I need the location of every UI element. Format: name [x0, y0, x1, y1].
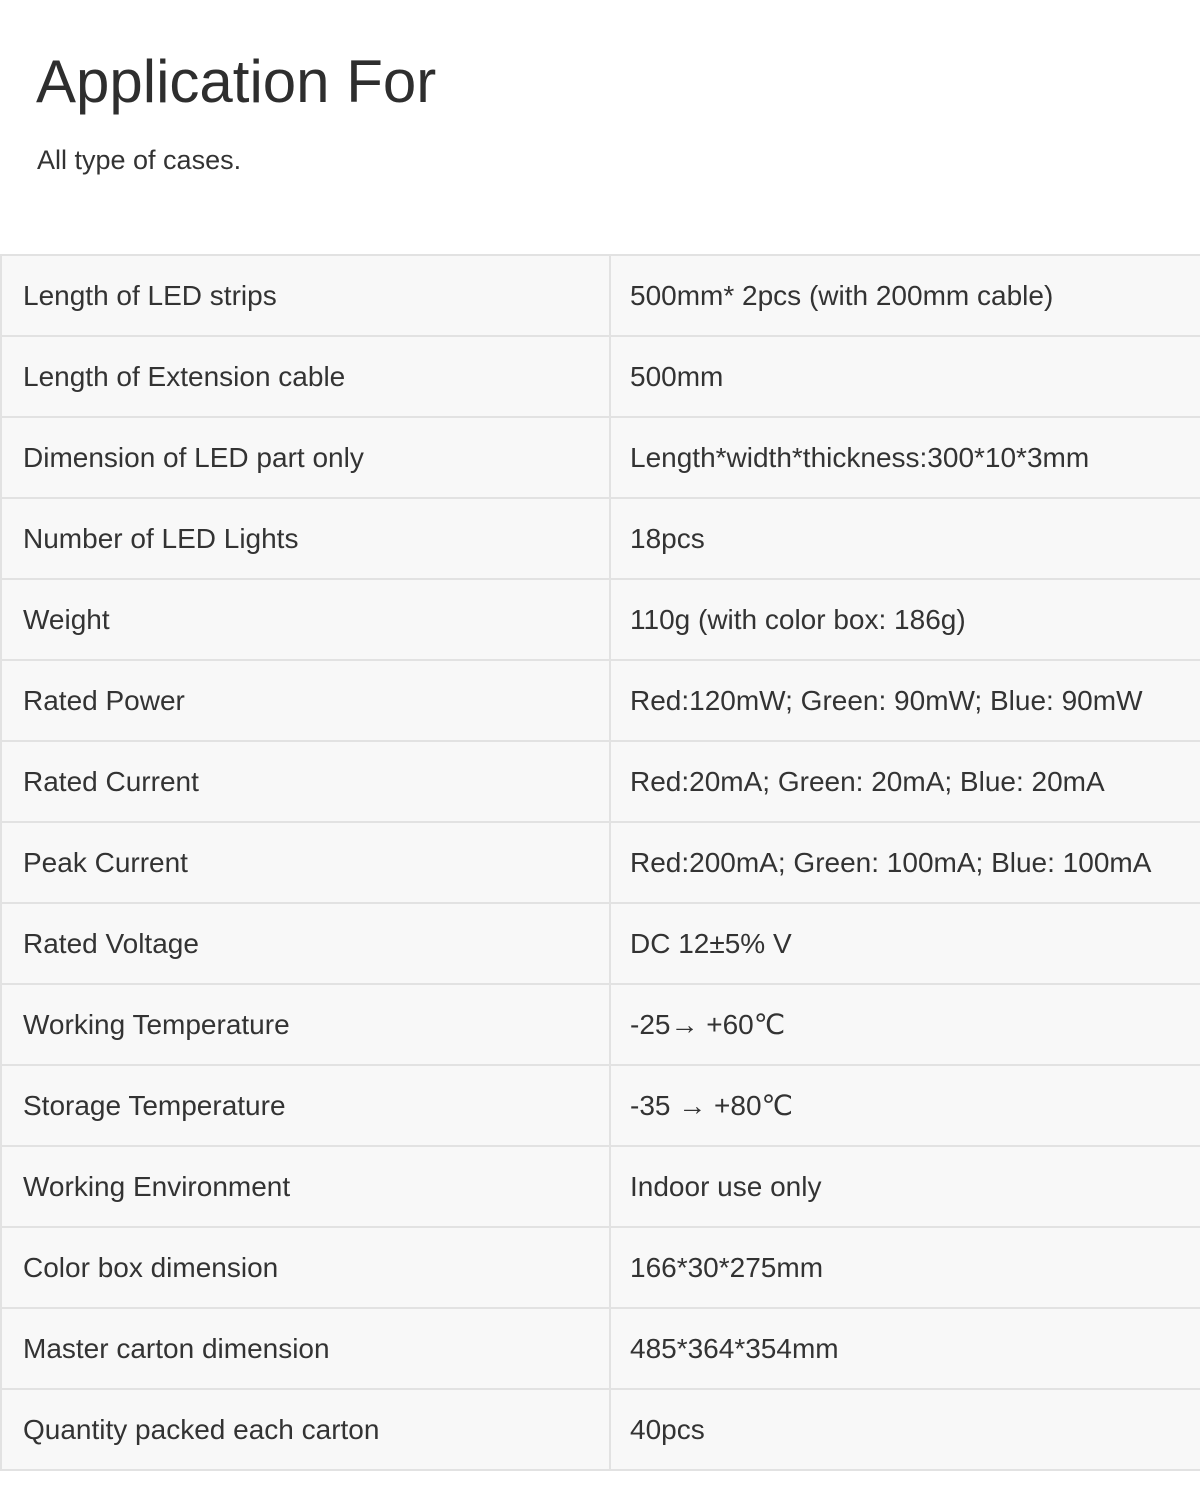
spec-label: Working Environment	[1, 1146, 610, 1227]
spec-label: Working Temperature	[1, 984, 610, 1065]
page-subtitle: All type of cases.	[37, 145, 242, 175]
table-row	[1, 498, 1200, 579]
spec-label: Rated Current	[1, 741, 610, 822]
table-row	[1, 1308, 1200, 1389]
spec-value: Red:120mW; Green: 90mW; Blue: 90mW	[610, 660, 1200, 741]
table-row	[1, 255, 1200, 336]
table-row	[1, 822, 1200, 903]
spec-label: Dimension of LED part only	[1, 417, 610, 498]
table-row	[1, 1065, 1200, 1146]
table-row	[1, 984, 1200, 1065]
spec-value: DC 12±5% V	[610, 903, 1200, 984]
spec-label: Rated Voltage	[1, 903, 610, 984]
spec-table	[0, 254, 1200, 1471]
spec-value: Indoor use only	[610, 1146, 1200, 1227]
spec-value: Red:20mA; Green: 20mA; Blue: 20mA	[610, 741, 1200, 822]
spec-label: Weight	[1, 579, 610, 660]
spec-label: Length of LED strips	[1, 255, 610, 336]
page-title: Application For	[36, 48, 437, 115]
table-row	[1, 336, 1200, 417]
spec-value: Red:200mA; Green: 100mA; Blue: 100mA	[610, 822, 1200, 903]
spec-table-body	[1, 255, 1200, 1470]
spec-label: Storage Temperature	[1, 1065, 610, 1146]
table-row	[1, 1227, 1200, 1308]
spec-value: 485*364*354mm	[610, 1308, 1200, 1389]
table-row	[1, 579, 1200, 660]
spec-label: Master carton dimension	[1, 1308, 610, 1389]
spec-label: Color box dimension	[1, 1227, 610, 1308]
spec-value: 18pcs	[610, 498, 1200, 579]
spec-label: Quantity packed each carton	[1, 1389, 610, 1470]
table-row	[1, 903, 1200, 984]
spec-label: Length of Extension cable	[1, 336, 610, 417]
table-row	[1, 741, 1200, 822]
spec-value: 500mm* 2pcs (with 200mm cable)	[610, 255, 1200, 336]
spec-value: 500mm	[610, 336, 1200, 417]
table-row	[1, 1389, 1200, 1470]
spec-value: 40pcs	[610, 1389, 1200, 1470]
spec-label: Rated Power	[1, 660, 610, 741]
spec-value: -25→ +60℃	[610, 984, 1200, 1065]
spec-label: Peak Current	[1, 822, 610, 903]
table-row	[1, 417, 1200, 498]
spec-value: Length*width*thickness:300*10*3mm	[610, 417, 1200, 498]
spec-value: 166*30*275mm	[610, 1227, 1200, 1308]
spec-label: Number of LED Lights	[1, 498, 610, 579]
spec-value: -35 → +80℃	[610, 1065, 1200, 1146]
table-row	[1, 1146, 1200, 1227]
table-row	[1, 660, 1200, 741]
spec-value: 110g (with color box: 186g)	[610, 579, 1200, 660]
